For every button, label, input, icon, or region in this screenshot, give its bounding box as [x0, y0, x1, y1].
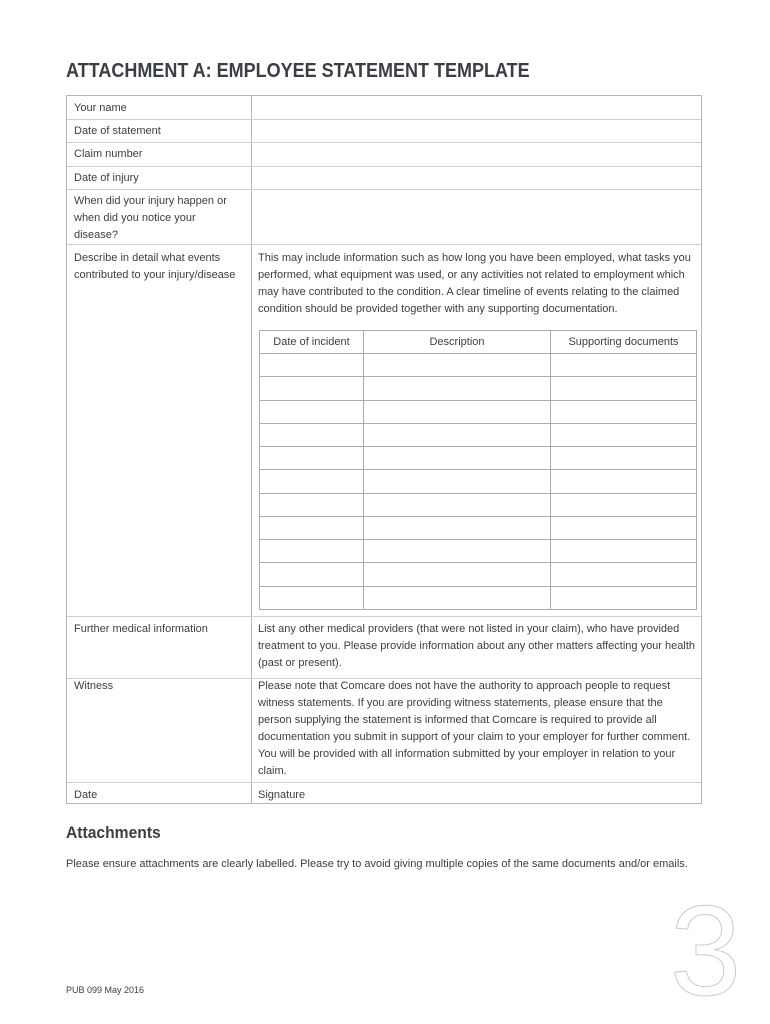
incident-description-cell[interactable]: [364, 563, 551, 586]
incident-description-cell[interactable]: [364, 377, 551, 400]
incident-date-cell[interactable]: [260, 377, 364, 400]
further-medical-label: Further medical information: [74, 623, 208, 635]
when-injury-label: When did your injury happen or when did you notice your disease?: [74, 195, 227, 241]
incident-date-cell[interactable]: [260, 423, 364, 446]
table-row: [260, 447, 697, 470]
row-divider: [67, 616, 701, 617]
table-row: [260, 423, 697, 446]
incident-documents-cell[interactable]: [551, 516, 697, 539]
page-title: ATTACHMENT A: EMPLOYEE STATEMENT TEMPLATE: [66, 60, 530, 82]
describe-events-instructions: This may include information such as how long you have been employed, what tasks you performed, what equipment was used, or any activities not related to employment which may have contributed to the condition. A clear timeline of events relating to the claimed condition should be provided together with any supporting documentation.: [258, 252, 691, 315]
description-header: Description: [364, 331, 551, 354]
incident-date-cell[interactable]: [260, 540, 364, 563]
incident-description-cell[interactable]: [364, 470, 551, 493]
incident-timeline-table: [259, 330, 697, 610]
incident-description-cell[interactable]: [364, 423, 551, 446]
describe-events-label: Describe in detail what events contributed to your injury/disease: [74, 252, 236, 281]
signature-label: Signature: [258, 789, 306, 801]
witness-label: Witness: [74, 680, 114, 692]
row-divider: [67, 119, 701, 120]
row-divider: [67, 189, 701, 190]
incident-documents-cell[interactable]: [551, 423, 697, 446]
date-of-injury-label: Date of injury: [74, 172, 139, 184]
table-row: [260, 493, 697, 516]
incident-date-cell[interactable]: [260, 493, 364, 516]
incident-documents-cell[interactable]: [551, 563, 697, 586]
incident-documents-cell[interactable]: [551, 493, 697, 516]
incident-documents-cell[interactable]: [551, 447, 697, 470]
incident-documents-cell[interactable]: [551, 377, 697, 400]
incident-description-cell[interactable]: [364, 540, 551, 563]
form-column-divider: [251, 96, 252, 803]
incident-description-cell[interactable]: [364, 516, 551, 539]
incident-date-cell[interactable]: [260, 563, 364, 586]
page-number: 3: [670, 880, 742, 1023]
incident-documents-cell[interactable]: [551, 400, 697, 423]
incident-date-cell[interactable]: [260, 354, 364, 377]
table-row: [260, 586, 697, 609]
claim-number-label: Claim number: [74, 148, 143, 160]
incident-description-cell[interactable]: [364, 354, 551, 377]
incident-documents-cell[interactable]: [551, 586, 697, 609]
table-row: [260, 563, 697, 586]
incident-description-cell[interactable]: [364, 586, 551, 609]
incident-documents-cell[interactable]: [551, 470, 697, 493]
employee-statement-form: [66, 95, 702, 804]
date-of-incident-header: Date of incident: [260, 331, 364, 354]
publication-footer: PUB 099 May 2016: [66, 985, 145, 995]
incident-date-cell[interactable]: [260, 470, 364, 493]
table-row: [260, 470, 697, 493]
attachments-instructions: Please ensure attachments are clearly labelled. Please try to avoid giving multiple copies of the same documents and/or emails.: [66, 858, 688, 870]
incident-date-cell[interactable]: [260, 586, 364, 609]
row-divider: [67, 166, 701, 167]
table-row: [260, 377, 697, 400]
table-row: [260, 400, 697, 423]
date-label: Date: [74, 789, 98, 801]
incident-documents-cell[interactable]: [551, 540, 697, 563]
table-row: [260, 354, 697, 377]
your-name-label: Your name: [74, 102, 127, 114]
witness-instructions: Please note that Comcare does not have the authority to approach people to request witness statements. If you are providing witness statements, please ensure that the person supplying the statement is informed that Comcare is required to provide all documentation you submit in support of your claim to your employer for further comment. You will be provided with all information submitted by your employer in relation to your claim.: [258, 680, 691, 777]
row-divider: [67, 142, 701, 143]
row-divider: [67, 244, 701, 245]
incident-date-cell[interactable]: [260, 447, 364, 470]
further-medical-instructions: List any other medical providers (that were not listed in your claim), who have provided treatment to you. Please provide information about any other matters affecting your health (past or present).: [258, 623, 695, 669]
row-divider: [67, 782, 701, 783]
supporting-documents-header: Supporting documents: [551, 331, 697, 354]
incident-date-cell[interactable]: [260, 516, 364, 539]
date-of-statement-label: Date of statement: [74, 125, 161, 137]
incident-date-cell[interactable]: [260, 400, 364, 423]
incident-description-cell[interactable]: [364, 447, 551, 470]
table-row: [260, 516, 697, 539]
table-row: [260, 540, 697, 563]
attachments-title: Attachments: [66, 823, 161, 842]
incident-documents-cell[interactable]: [551, 354, 697, 377]
incident-description-cell[interactable]: [364, 400, 551, 423]
incident-description-cell[interactable]: [364, 493, 551, 516]
